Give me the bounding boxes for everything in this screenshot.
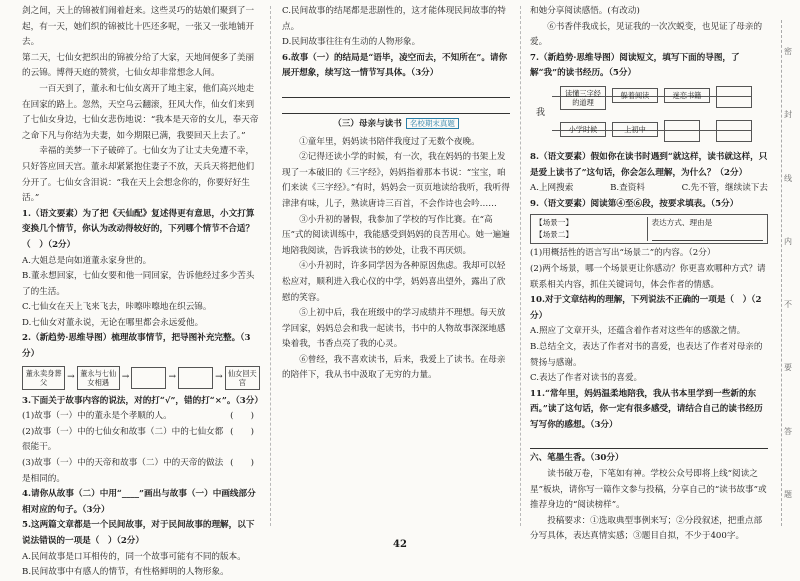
question-11: 11.“常年里，妈妈温柔地陪我，我从书本里学到一些新的东西。”读了这句话，你一定有很多感受，请结合自己的读书经历写写你的感想。（3分） <box>530 388 763 430</box>
option-b[interactable]: B.总结全文，表达了作者对书的喜爱，也表达了作者对母亲的赞扬与感谢。 <box>530 341 763 368</box>
passage-paragraph: 幸福的美梦一下子破碎了。七仙女为了让丈夫免遭不幸，只好答应回天宫。董永却紧紧抱住妻子不放，天兵天将把他们分开了。七仙女含泪说：“我在天上会想念你的，你要好好生活。” <box>22 146 255 204</box>
question-5: 5.这两篇文章都是一个民间故事，对于民间故事的理解，以下说法错误的一项是（ ）（2分） <box>22 520 255 546</box>
answer-line[interactable] <box>282 84 510 98</box>
writing-prompt: 读书破万卷，下笔如有神。学校公众号即将上线“阅读之星”板块，请你写一篇作文参与投稿，分享自己的“读书故事”或推荐身边的“阅读榜样”。 <box>530 469 767 511</box>
option-a[interactable]: A.民间故事是口耳相传的，同一个故事可能有不同的版本。 <box>22 551 246 562</box>
margin-char: 密 <box>784 47 792 57</box>
diagram-node: 小学时候 <box>560 122 606 137</box>
scene-1-label: 【场景一】 <box>535 218 573 228</box>
option-c[interactable]: C.表达了作者对读书的喜爱。 <box>530 373 643 384</box>
statement: (3)故事（一）中的天帝和故事（二）中的天帝的做法是相同的。 <box>22 458 224 484</box>
answer-paren[interactable]: ( ) <box>230 411 254 422</box>
option-b[interactable]: B.查资料 <box>610 183 645 194</box>
flow-step-end: 仙女回天宫 <box>225 366 260 390</box>
passage-paragraph: ①童年里，妈妈读书陪伴我度过了无数个夜晚。 <box>299 136 480 147</box>
option-b[interactable]: B.民间故事中有感人的情节，有性格鲜明的人物形象。 <box>22 567 229 578</box>
question-6: 6.故事（一）的结局是“语毕，凌空而去，不知所在”。请你展开想象，续写这一情节写具体。（3分） <box>282 52 508 79</box>
scene-expression-label: 表达方式、理由是 <box>651 218 713 228</box>
section-title: （三）母亲与读书 <box>333 118 402 129</box>
margin-char: 不 <box>784 300 792 310</box>
margin-char: 题 <box>784 489 792 499</box>
column-left <box>22 4 263 581</box>
answer-line[interactable] <box>282 100 510 114</box>
answer-line[interactable] <box>652 229 764 241</box>
answer-line[interactable] <box>530 435 768 449</box>
flow-step-1: 董永卖身葬父 <box>22 366 65 390</box>
question-4: 4.请你从故事（二）中用“____”画出与故事（一）中画线部分相对应的句子。（3分） <box>22 489 256 515</box>
option-a[interactable]: A.照应了文章开头，还蕴含着作者对这些年的感激之情。 <box>530 326 746 337</box>
question-9-2: (2)两个场景，哪一个场景更让你感动？你更喜欢哪种方式？请联系相关内容，抓住关键词句，体会作者的情感。 <box>530 263 766 290</box>
plot-flowchart <box>22 366 260 390</box>
column-right <box>530 4 768 545</box>
passage-paragraph: 和她分享阅读感悟。(有改动) <box>530 6 640 16</box>
question-9-1: (1)用概括性的语言写出“场景二”的内容。（2分） <box>530 248 716 259</box>
question-7: 7.（新趋势·思维导图）阅读短文，填写下面的导图，了解“我”的读书经历。（5分） <box>530 52 740 79</box>
diagram-node: 迷恋书籍 <box>664 88 710 103</box>
arrow-icon: → <box>215 371 223 382</box>
diagram-blank[interactable] <box>716 86 752 108</box>
page-number: 42 <box>393 539 407 550</box>
option-a[interactable]: A.大姐总是向如道董永家身世的。 <box>22 255 152 266</box>
question-3: 3.下面关于故事内容的说法，对的打“√”，错的打“×”。（3分） <box>22 395 263 406</box>
statement: (2)故事（一）中的七仙女和故事（二）中的七仙女都很能干。 <box>22 426 224 453</box>
binding-margin <box>781 20 794 526</box>
question-8: 8.（语文要素）假如你在读书时遇到“就这样，读书就这样，只是爱上读书了”这句话，你会怎么理解，为什么？（2分） <box>530 151 768 178</box>
question-10: 10.对于文章结构的理解，下列说法不正确的一项是（ ）（2分） <box>530 295 762 321</box>
question-1: 1.（语文要素）为了把《天仙配》复述得更有意思，小文打算变换几个情节，你认为改动得较好的，下列哪个情节不合适？（ ）（2分） <box>22 208 255 250</box>
option-b[interactable]: B.董永想回家，七仙女要和他一同回家，告诉他经过多少苦头了的生活。 <box>22 271 255 297</box>
passage-paragraph: ⑥书香伴我成长，见证我的一次次蜕变，也见证了母亲的爱。 <box>530 21 763 48</box>
margin-char: 封 <box>784 110 792 120</box>
passage-paragraph: ③小升初的暑假，我参加了学校的写作比赛。在“高压”式的阅读训练中，我能感受到妈妈的良苦用心。她一遍遍地陪我阅读，告诉我读书的妙处，让我不再厌烦。 <box>282 214 510 256</box>
column-divider <box>520 6 521 526</box>
column-middle <box>282 4 510 384</box>
diagram-blank[interactable] <box>664 120 700 142</box>
passage-paragraph: ④小升初时，许多同学因为各种原因焦虑。我却可以轻松应对，顺利进入我心仪的中学，妈妈喜出望外，露出了欣慰的笑容。 <box>282 261 506 303</box>
section-title-reading-3 <box>282 116 510 133</box>
option-a[interactable]: A.上网搜索 <box>530 183 574 194</box>
margin-char: 要 <box>784 363 792 373</box>
passage-paragraph: ⑥曾经，我不喜欢读书，后来，我爱上了读书。在母亲的陪伴下，我从书中汲取了无穷的力量。 <box>282 354 506 381</box>
answer-paren[interactable]: ( ) <box>230 426 254 437</box>
margin-char: 内 <box>784 236 792 246</box>
flow-blank[interactable] <box>178 367 213 389</box>
section-title-writing: 六、笔墨生香。（30分） <box>530 453 624 464</box>
flow-step-2: 董永与七仙女相遇 <box>77 366 120 390</box>
passage-paragraph: 一百天到了，董永和七仙女离开了地主家，他们高兴地走在回家的路上。忽然，天空乌云翻滚，狂风大作，仙女们来到了七仙女身边，七仙女悲伤地说：“我本是天帝的女儿，奉天帝之命下凡与你结为夫妻，如今期限已满，我要回天上去了。” <box>22 83 259 141</box>
passage-paragraph: ⑤上初中后，我在班级中的学习成绩并不理想。每天放学回家，妈妈总会和我一起读书，书中的人物故事深深地感染着我，书香点亮了我的心灵。 <box>282 308 506 350</box>
statement: (1)故事（一）中的董永是个孝顺的人。 <box>22 411 172 422</box>
passage-paragraph: 第二天，七仙女把织出的锦被分给了大家，天地间便多了美丽的云锦。博得天庭的赞赏，七仙女却非常想念人间。 <box>22 52 255 79</box>
margin-char: 答 <box>784 426 792 436</box>
column-divider <box>270 6 271 526</box>
option-c[interactable]: C.先不管，继续读下去 <box>681 183 768 194</box>
margin-char: 线 <box>784 173 792 183</box>
question-9: 9.（语文要素）阅读第④至⑥段，按要求填表。（5分） <box>530 198 739 209</box>
answer-paren[interactable]: ( ) <box>230 458 254 469</box>
scene-2-label: 【场景二】 <box>535 230 573 240</box>
option-c[interactable]: C.七仙女在天上飞来飞去，咔嚓咔嚓地在织云锦。 <box>22 302 212 313</box>
diagram-node: 上初中 <box>612 122 658 137</box>
passage-paragraph: ②记得还读小学的时候，有一次，我在妈妈的书架上发现了一本破旧的《三字经》，妈妈指着那本书说：“宝宝，咱们来读《三字经》。”有时，妈妈会一页页地读给我听，我听得津津有味，儿子，熟读唐诗三百首，不会作诗也会吟…… <box>282 152 510 209</box>
diagram-root: 我 <box>536 107 546 118</box>
reading-experience-diagram <box>530 84 768 148</box>
writing-requirements: 投稿要求：①选取典型事例来写；②分段叙述，把重点部分写具体，表达真情实感；③题目自拟，不少于400字。 <box>530 515 763 542</box>
source-badge: 名校期末真题 <box>406 118 459 129</box>
diagram-node: 读懂三字经的道理 <box>560 86 606 110</box>
flow-blank[interactable] <box>131 367 166 389</box>
option-c[interactable]: C.民间故事的结尾都是悲剧性的，这才能体现民间故事的特点。 <box>282 6 506 32</box>
arrow-icon: → <box>121 371 130 382</box>
option-d[interactable]: D.七仙女对董永说，无论在哪里都会永远爱他。 <box>22 317 204 328</box>
question-2: 2.（新趋势·思维导图）梳理故事情节，把导图补充完整。（3分） <box>22 333 251 360</box>
diagram-blank[interactable] <box>716 120 752 142</box>
passage-paragraph: 剑之间，天上的锦被们闹着赶来。这些灵巧的姑娘们聚到了一起，有一天，她们织的锦被比十匹还多呢，一张又一张地铺开去。 <box>22 6 255 48</box>
option-d[interactable]: D.民间故事往往有生动的人物形象。 <box>282 37 421 48</box>
arrow-icon: → <box>168 371 176 382</box>
diagram-node: 躲着阅读 <box>612 88 658 103</box>
scene-table <box>530 214 768 244</box>
arrow-icon: → <box>67 371 75 382</box>
